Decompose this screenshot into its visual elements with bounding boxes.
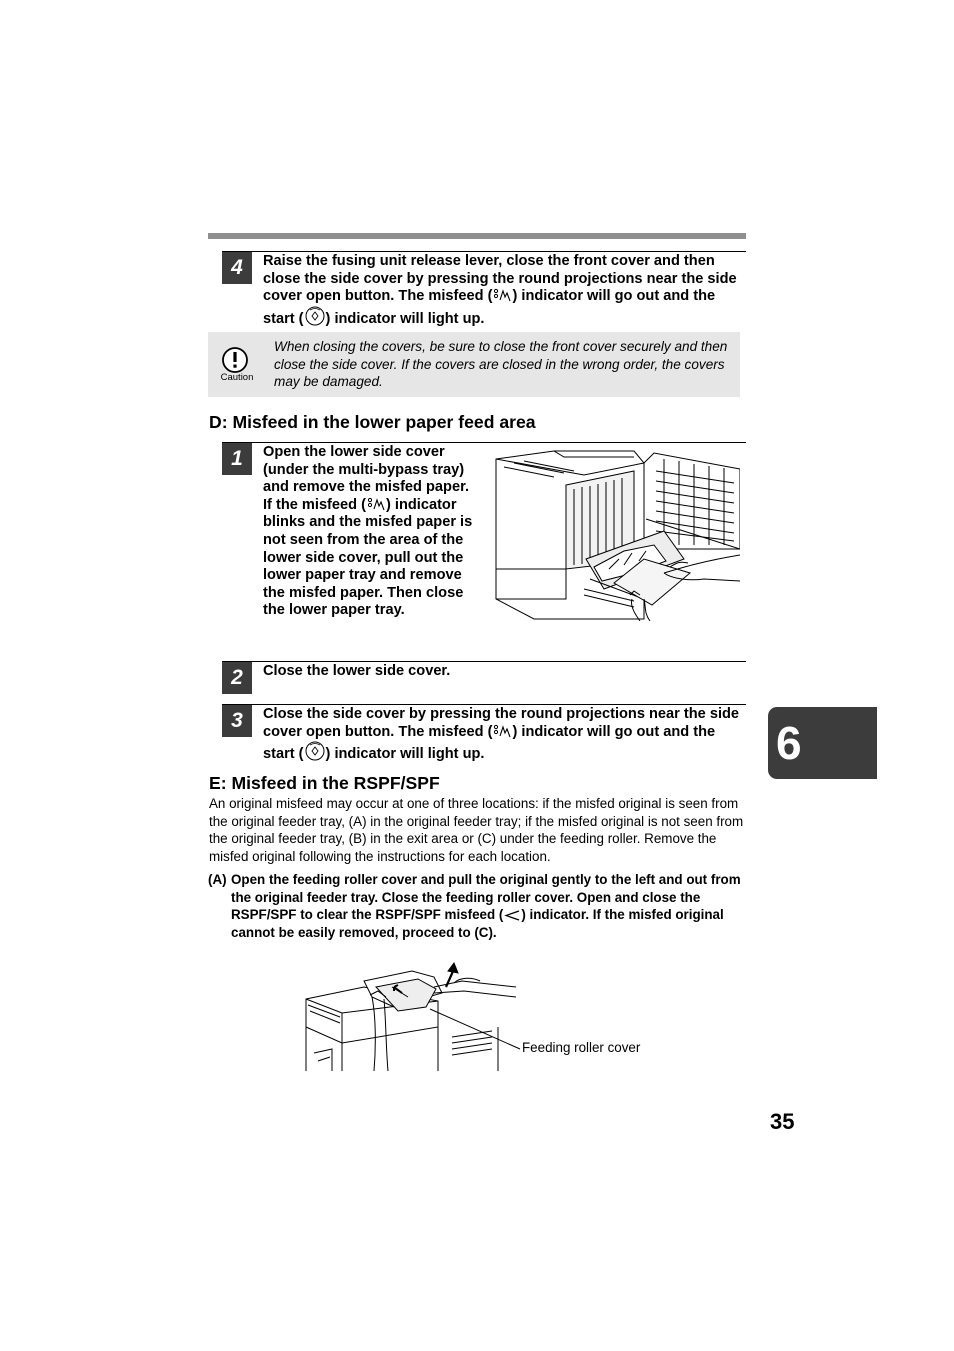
step-instruction: Close the side cover by pressing the round projections near the side cover open button. The misfeed ( ) indicator will go out and the start ( ) indicator will light up. [263,706,740,763]
section-heading: D: Misfeed in the lower paper feed area [209,412,536,432]
section-heading: E: Misfeed in the RSPF/SPF [209,773,440,793]
step-instruction: Close the lower side cover. [263,663,451,679]
step-number: 2 [222,662,252,694]
step-rule [222,661,746,662]
item-text: Open the feeding roller cover and pull the original gently to the left and out from the original feeder tray. Close the feeding roller cover. Open and close the RSPF/SPF to clear the RSPF/SPF misfeed ( ) indicator. If the misfed original cannot be easily removed, proceed to (C). [231,872,741,940]
page-number: 35 [770,1109,795,1134]
step-instruction: Open the lower side cover (under the multi-bypass tray) and remove the misfed paper. If the misfeed ( ) indicator blinks and the misfed paper is not seen from the area of the lower side cover, pull out the lower paper tray and remove the misfed paper. Then close the lower paper tray. [263,444,473,619]
step-rule [222,442,746,443]
start-icon [304,306,326,326]
step-number: 4 [222,252,252,284]
feeding-roller-illustration [302,957,522,1071]
caution-icon [220,346,250,374]
misfeed-icon [492,288,512,303]
step-rule [222,251,746,252]
misfeed-icon [492,724,512,739]
step-number: 3 [222,705,252,737]
step-rule [222,704,746,705]
step-number: 1 [222,443,252,475]
section-intro: An original misfeed may occur at one of three locations: if the misfed original is seen from the original feeder tray, (A) in the original feeder tray; if the misfed original is not seen from the original feeder tray, (B) in the exit area or (C) under the feeding roller. Remove the misfed original following the instructions for each location. [209,796,744,864]
item-label: (A) [208,872,227,887]
start-icon [304,741,326,761]
step-instruction: Raise the fusing unit release lever, close the front cover and then close the side cover by pressing the round projections near the side cover open button. The misfeed ( ) indicator will go out and the start ( ) indicator will light up. [263,253,737,327]
caution-text: When closing the covers, be sure to close the front cover securely and then close the side cover. If the covers are closed in the wrong order, the covers may be damaged. [274,339,728,390]
figure-callout-label: Feeding roller cover [522,1040,641,1055]
rspf-misfeed-icon [503,909,521,922]
header-bar [208,233,746,239]
chapter-tab: 6 [768,707,877,779]
lower-side-cover-illustration [494,449,740,621]
instruction-item [208,871,746,941]
caution-box [208,332,740,397]
misfeed-icon [366,497,386,512]
caution-label: Caution [220,372,254,383]
